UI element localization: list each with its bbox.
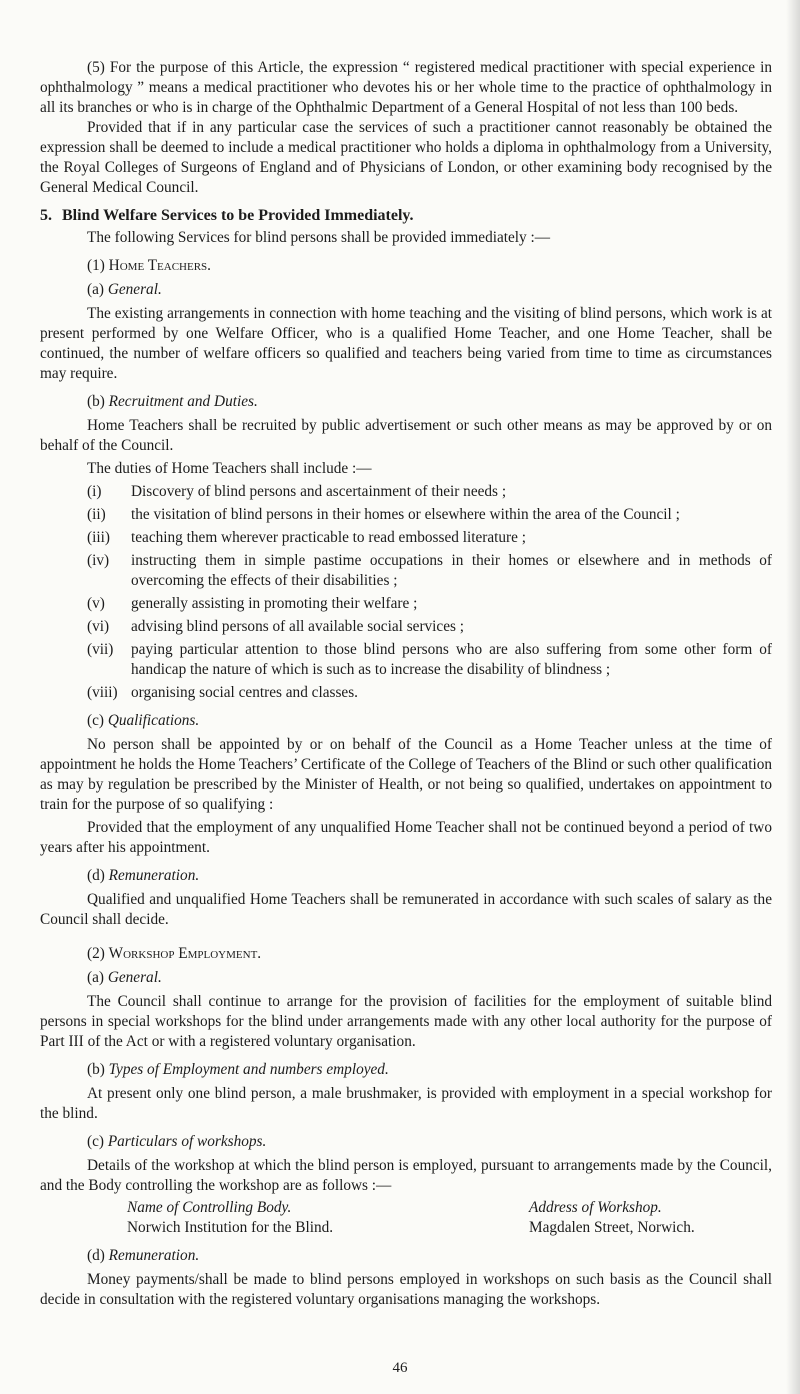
subheading-general	[40, 280, 772, 300]
para-workshop-remuneration: Money payments/shall be made to blind persons employed in workshops on such basis as the Council shall decide in consultation with the registered voluntary organisations managing the workshops.	[40, 1271, 772, 1308]
subheading-types	[40, 1060, 772, 1080]
para-recruitment: Home Teachers shall be recruited by public advertisement or such other means as may be approved by or on behalf of the Council.	[40, 417, 772, 454]
label: (c)	[87, 1133, 104, 1150]
table-row	[40, 1218, 772, 1238]
para-qualifications-proviso: Provided that the employment of any unqualified Home Teacher shall not be continued beyond a period of two years after his appointment.	[40, 819, 772, 856]
label: (a)	[87, 281, 104, 298]
title: Recruitment and Duties.	[108, 393, 258, 410]
list-item: (viii) organising social centres and classes.	[87, 684, 358, 701]
para-types: At present only one blind person, a male brushmaker, is provided with employment in a special workshop for the blind.	[40, 1085, 772, 1122]
section-title: Blind Welfare Services to be Provided Immediately.	[62, 207, 414, 224]
title: General.	[107, 969, 162, 986]
title: Remuneration.	[108, 867, 200, 884]
label: (d)	[87, 1247, 105, 1264]
list-item: (iv) instructing them in simple pastime occupations in their homes or elsewhere and in methods of overcoming the effects of their disabilities ;	[87, 552, 772, 589]
col-workshop-address-header: Address of Workshop.	[529, 1199, 662, 1216]
para-general: The existing arrangements in connection with home teaching and the visiting of blind persons, which work is at present performed by one Welfare Officer, who is a qualified Home Teacher, and one Home Teacher, shall be continued, the number of welfare officers so qualified and teachers being varied from time to time as circumstances may require.	[40, 305, 772, 382]
section-5-intro: The following Services for blind persons shall be provided immediately :—	[87, 229, 551, 246]
title: Particulars of workshops.	[107, 1133, 267, 1150]
duties-intro: The duties of Home Teachers shall include :—	[87, 460, 372, 477]
para-workshop-general: The Council shall continue to arrange for the provision of facilities for the employment of suitable blind persons in special workshops for the blind under arrangements made with any other local authority for the purpose of Part III of the Act or with a registered voluntary organisation.	[40, 993, 772, 1050]
list-item: (vii) paying particular attention to those blind persons who are also suffering from some other form of handicap the nature of which is such as to increase the disability of blindness ;	[87, 641, 772, 678]
para-ophthalmology-proviso: Provided that if in any particular case the services of such a practitioner cannot reasonably be obtained the expression shall be deemed to include a medical practitioner who holds a diploma in ophthalmology from a University, the Royal Colleges of Surgeons of England and of Physicians of London, or other examining body recognised by the General Medical Council.	[40, 119, 772, 196]
page-edge-shadow	[786, 0, 800, 1394]
section-number: 5.	[40, 207, 52, 224]
page-number: 46	[392, 1360, 408, 1376]
list-item: (v) generally assisting in promoting their welfare ;	[87, 595, 418, 612]
workshop-heading	[40, 944, 772, 964]
document-page	[40, 58, 772, 1310]
col-controlling-body-header: Name of Controlling Body.	[127, 1199, 292, 1216]
para-qualifications: No person shall be appointed by or on behalf of the Council as a Home Teacher unless at the time of appointment he holds the Home Teachers’ Certificate of the College of Teachers of the Blind or such other qualification as may by regulation be prescribed by the Minister of Health, or not being so qualified, undertakes on appointment to train for the purpose of so qualifying :	[40, 736, 772, 813]
workshop-table-header	[40, 1198, 772, 1218]
subheading-workshop-general	[40, 968, 772, 988]
list-item: (i) Discovery of blind persons and ascertainment of their needs ;	[87, 483, 507, 500]
heading-text: Home Teachers.	[108, 257, 211, 274]
subheading-particulars	[40, 1132, 772, 1152]
title: Types of Employment and numbers employed.	[108, 1061, 389, 1078]
label: (a)	[87, 969, 104, 986]
subheading-workshop-remuneration	[40, 1246, 772, 1266]
duties-list	[40, 482, 772, 703]
controlling-body-value: Norwich Institution for the Blind.	[127, 1219, 334, 1236]
heading-number: (2)	[87, 945, 105, 962]
list-item: (ii) the visitation of blind persons in their homes or elsewhere within the area of the Council ;	[87, 506, 680, 523]
home-teachers-heading	[40, 256, 772, 276]
para-ophthalmology-definition: (5) For the purpose of this Article, the expression “ registered medical practitioner with special experience in ophthalmology ” means a medical practitioner who devotes his or her whole time to the practice of ophthalmology in all its branches or who is in charge of the Ophthalmic Department of a General Hospital of not less than 100 beds.	[40, 59, 772, 116]
workshop-address-value: Magdalen Street, Norwich.	[529, 1219, 695, 1236]
label: (d)	[87, 867, 105, 884]
subheading-recruitment	[40, 392, 772, 412]
label: (c)	[87, 712, 104, 729]
subheading-remuneration	[40, 866, 772, 886]
subheading-qualifications	[40, 711, 772, 731]
title: Qualifications.	[107, 712, 200, 729]
label: (b)	[87, 1061, 105, 1078]
label: (b)	[87, 393, 105, 410]
heading-text: Workshop Employment.	[108, 945, 262, 962]
para-remuneration: Qualified and unqualified Home Teachers shall be remunerated in accordance with such scales of salary as the Council shall decide.	[40, 891, 772, 928]
list-item: (iii) teaching them wherever practicable to read embossed literature ;	[87, 529, 526, 546]
list-item: (vi) advising blind persons of all available social services ;	[87, 618, 465, 635]
title: General.	[107, 281, 162, 298]
title: Remuneration.	[108, 1247, 200, 1264]
para-particulars: Details of the workshop at which the blind person is employed, pursuant to arrangements made by the Council, and the Body controlling the workshop are as follows :—	[40, 1157, 772, 1194]
heading-number: (1)	[87, 257, 105, 274]
section-5-heading	[40, 206, 772, 226]
